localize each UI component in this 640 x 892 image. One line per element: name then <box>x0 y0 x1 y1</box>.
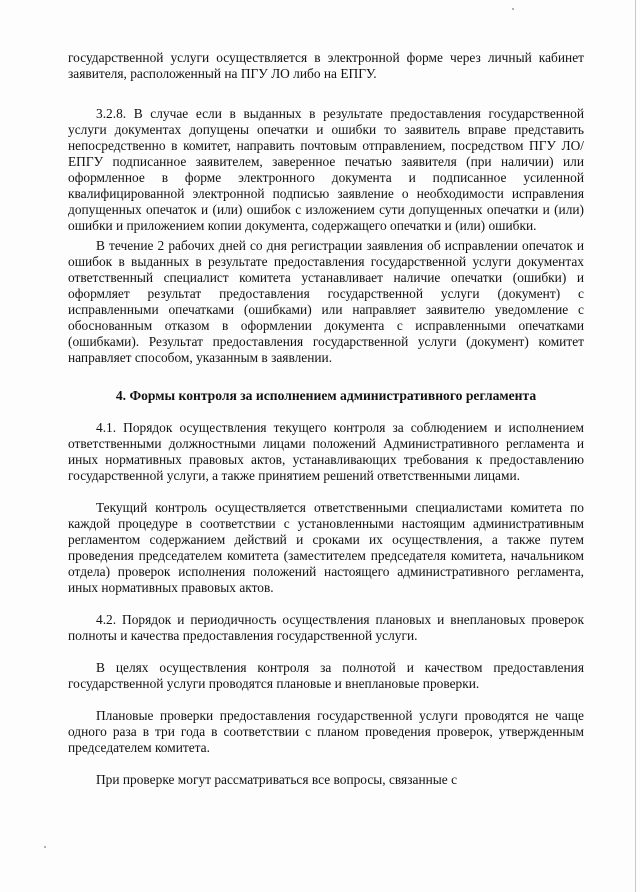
paragraph-3-2-8: 3.2.8. В случае если в выданных в результате предоставления государственной услуги документах допущены опечатки и ошибки то заявитель вправе представить непосредственно в комитет, направить почтовым отправлением, посредством ПГУ ЛО/ЕПГУ подписанное заявителем, заверенное печатью заявителя (при наличии) или оформленное в форме электронного документа и подписанное усиленной квалифицированной электронной подписью заявление о необходимости исправления допущенных опечаток и (или) ошибок с изложением сути допущенных опечатки и (или) ошибки и приложением копии документа, содержащего опечатки и (или) ошибки. <box>68 106 584 233</box>
paragraph-control-purpose: В целях осуществления контроля за полнотой и качеством предоставления государственной услуги проводятся плановые и внеплановые проверки. <box>68 660 584 691</box>
paragraph-check-questions: При проверке могут рассматриваться все вопросы, связанные с <box>96 772 458 787</box>
scan-edge-mark <box>635 0 636 892</box>
scan-speck <box>44 846 46 848</box>
paragraph-continuation: государственной услуги осуществляется в электронной форме через личный кабинет заявителя, расположенный на ПГУ ЛО либо на ЕПГУ. <box>68 50 584 81</box>
section-heading: 4. Формы контроля за исполнением административного регламента <box>115 388 537 403</box>
paragraph-4-1: 4.1. Порядок осуществления текущего контроля за соблюдением и исполнением ответственными должностными лицами положений Административного регламента и иных нормативных правовых актов, устанавливающих требования к предоставлению государственной услуги, а также принятием решений ответственными лицами. <box>68 420 584 483</box>
scan-speck <box>512 8 514 10</box>
paragraph-planned-checks: Плановые проверки предоставления государственной услуги проводятся не чаще одного раза в три года в соответствии с планом проведения проверок, утвержденным председателем комитета. <box>68 708 584 755</box>
paragraph-4-2: 4.2. Порядок и периодичность осуществления плановых и внеплановых проверок полноты и качества предоставления государственной услуги. <box>68 612 584 643</box>
paragraph-correction-term: В течение 2 рабочих дней со дня регистрации заявления об исправлении опечаток и ошибок в выданных в результате предоставления государственной услуги документах ответственный специалист комитета устанавливает наличие опечатки (ошибки) и оформляет результат предоставления государственной услуги (документ) с исправленными опечатками (ошибками) или направляет заявителю уведомление с обоснованным отказом в оформлении документа с исправленными опечатками (ошибками). Результат предоставления государственной услуги (документ) комитет направляет способом, указанным в заявлении. <box>68 238 584 365</box>
paragraph-current-control: Текущий контроль осуществляется ответственными специалистами комитета по каждой процедуре в соответствии с установленными настоящим административным регламентом содержанием действий и сроками их осуществления, а также путем проведения председателем комитета (заместителем председателя комитета, начальником отдела) проверок исполнения положений настоящего административного регламента, иных нормативных правовых актов. <box>68 500 584 595</box>
